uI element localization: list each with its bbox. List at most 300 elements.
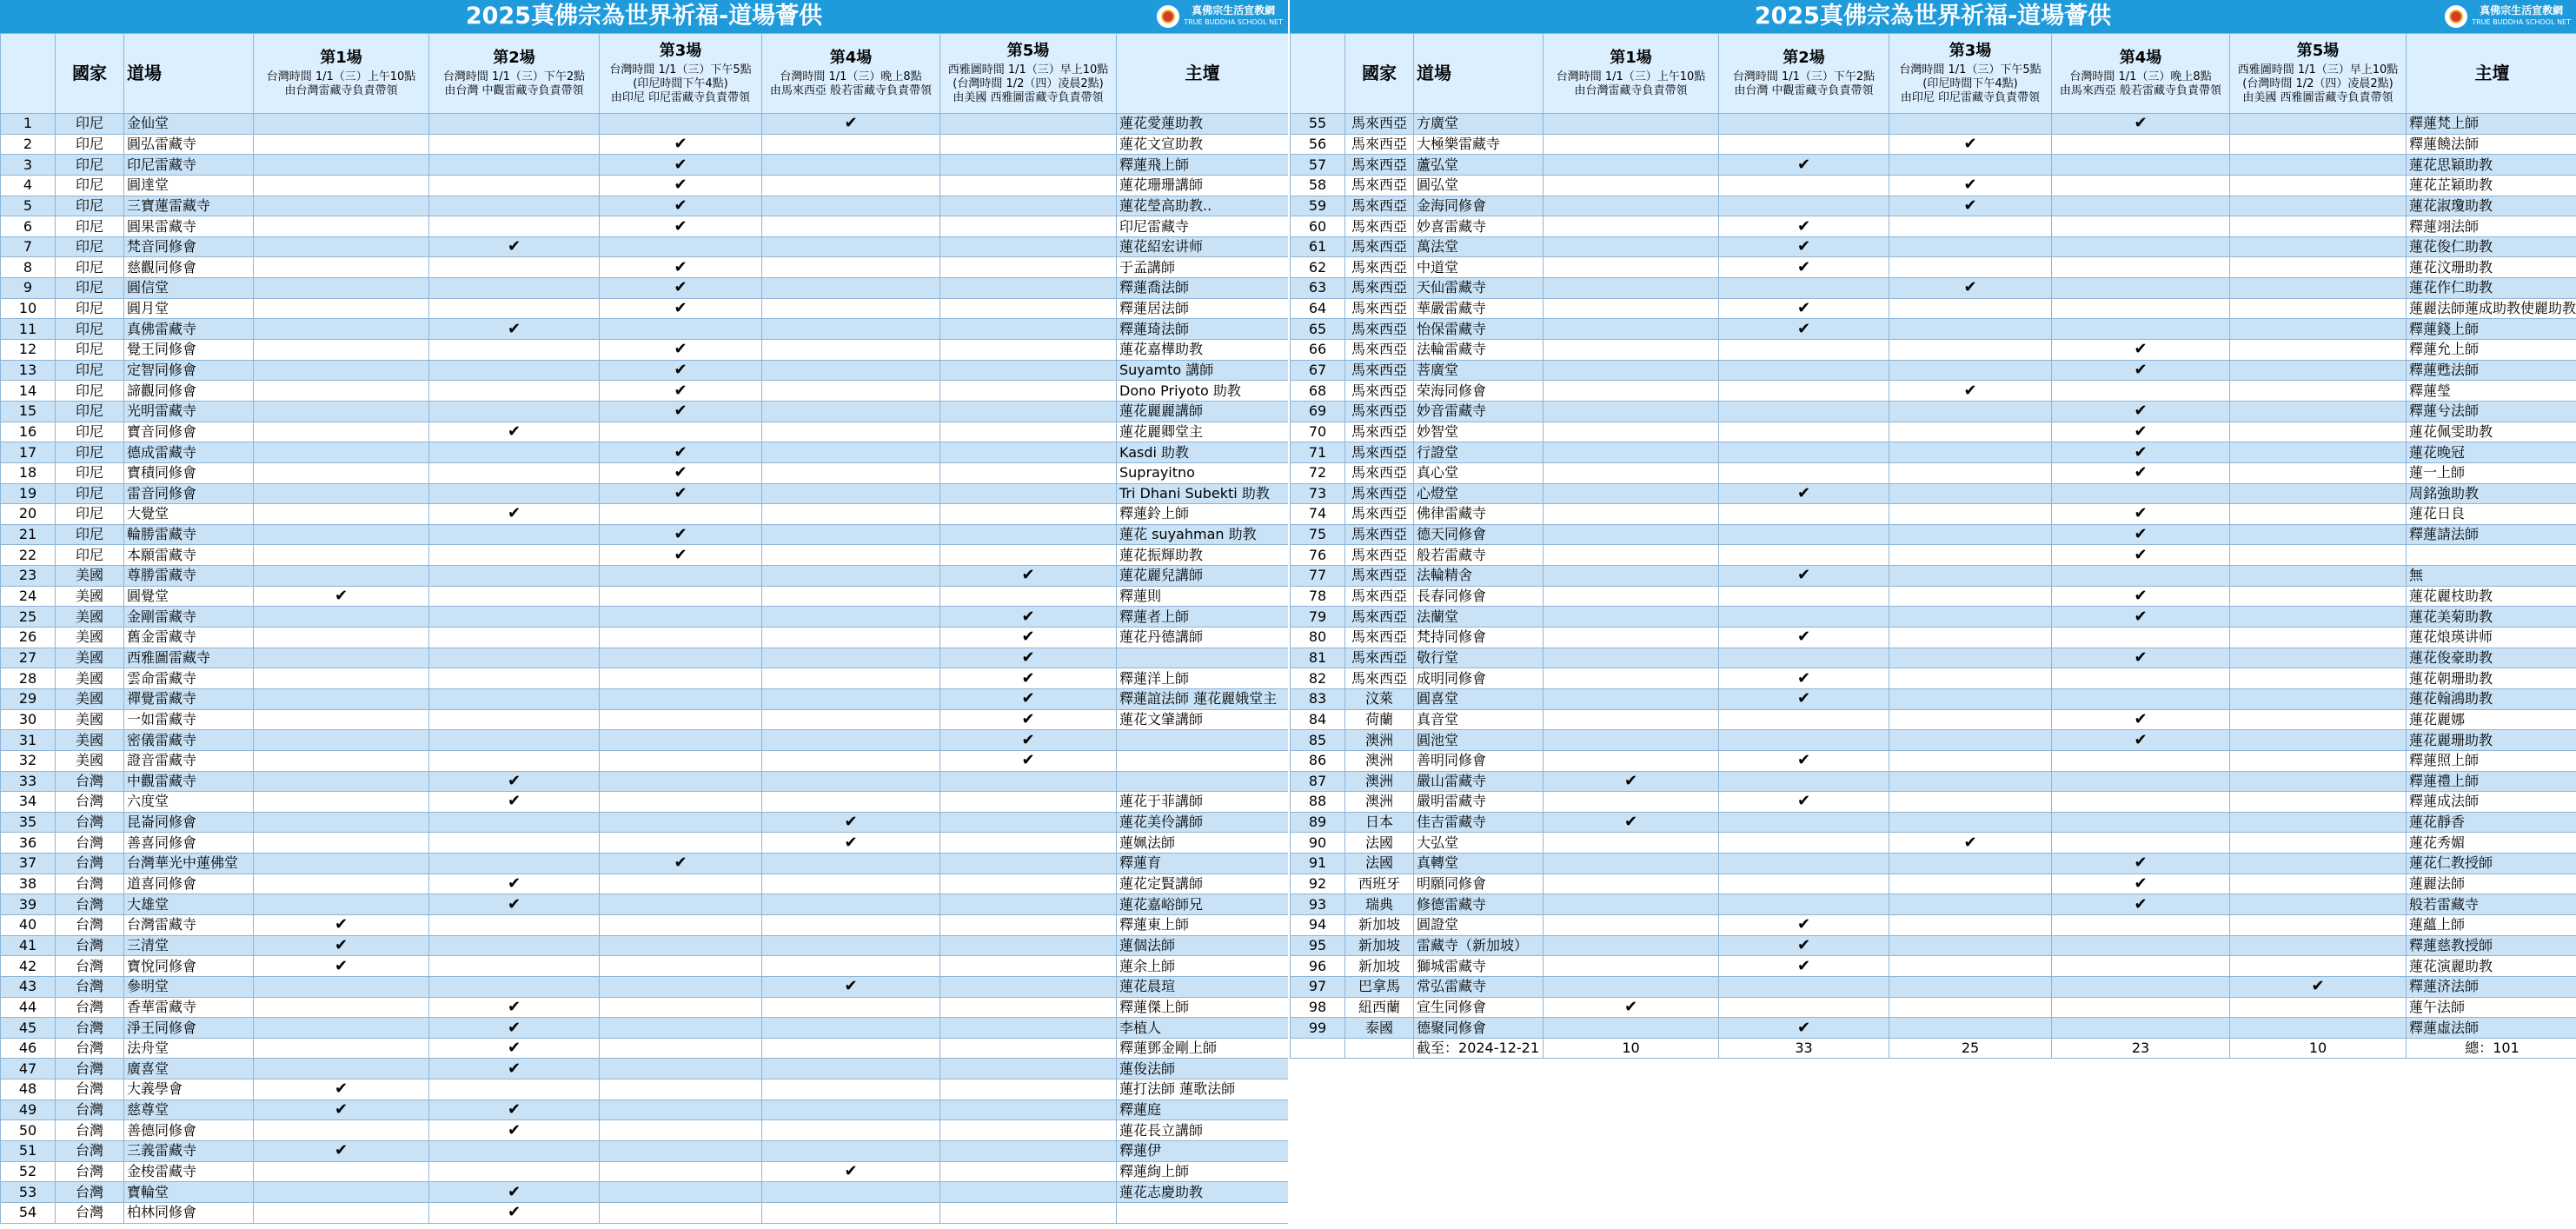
row-temple: 妙智堂 — [1414, 422, 1544, 442]
title-bar — [0, 0, 1288, 33]
session-4-cell — [762, 1141, 940, 1162]
session-3-cell — [600, 1182, 762, 1203]
session-3-cell — [600, 935, 762, 956]
session-2-cell — [429, 236, 600, 257]
check-mark-icon: ✔ — [2134, 525, 2148, 544]
session-3-cell — [600, 442, 762, 463]
session-1-cell — [1544, 854, 1719, 874]
session-3-cell — [600, 812, 762, 833]
session-3-cell — [600, 1018, 762, 1039]
session-2-cell — [1719, 524, 1889, 545]
row-number: 9 — [1, 278, 56, 299]
check-mark-icon: ✔ — [1021, 668, 1035, 688]
row-master: 蓮花演麗助教 — [2407, 956, 2576, 977]
row-temple: 覺王同修會 — [124, 340, 254, 361]
row-temple: 般若雷藏寺 — [1414, 545, 1544, 566]
row-master: 蓮麗法師 — [2407, 874, 2576, 894]
session-4-cell — [762, 340, 940, 361]
row-number: 69 — [1291, 401, 1345, 422]
session-5-cell — [2230, 319, 2407, 340]
session-2-cell — [1719, 381, 1889, 402]
check-mark-icon: ✔ — [674, 442, 687, 462]
session-3-cell — [600, 648, 762, 668]
session-5-cell — [940, 914, 1117, 935]
session-1-cell — [254, 1182, 429, 1203]
header-session-4: 第4場 台灣時間 1/1（三）晚上8點 由馬來西亞 般若雷藏寺負責帶領 — [2052, 34, 2230, 114]
session-4-cell — [762, 607, 940, 628]
session-5-cell — [2230, 257, 2407, 278]
session-2-cell — [1719, 997, 1889, 1018]
row-country: 印尼 — [56, 278, 124, 299]
check-mark-icon: ✔ — [844, 114, 858, 133]
row-temple: 法蘭堂 — [1414, 607, 1544, 628]
row-temple: 妙喜雷藏寺 — [1414, 216, 1544, 237]
session-4-cell — [762, 422, 940, 442]
row-temple: 金海同修會 — [1414, 196, 1544, 216]
row-number: 19 — [1, 483, 56, 504]
session-1-count: 10 — [1544, 1038, 1719, 1059]
session-4-cell — [762, 1080, 940, 1100]
session-3-cell — [1889, 566, 2052, 587]
session-1-cell — [254, 504, 429, 525]
row-master: 蓮花愛蓮助教 — [1117, 114, 1289, 135]
row-number: 72 — [1291, 462, 1345, 483]
row-number: 10 — [1, 298, 56, 319]
session-1-cell — [254, 874, 429, 894]
session-3-cell — [1889, 792, 2052, 813]
session-1-cell — [254, 1099, 429, 1120]
row-number: 91 — [1291, 854, 1345, 874]
row-master: 蓮花麗麗講師 — [1117, 401, 1289, 422]
row-number: 25 — [1, 607, 56, 628]
session-1-cell — [1544, 216, 1719, 237]
session-4-cell — [2052, 688, 2230, 709]
session-1-cell — [1544, 668, 1719, 689]
session-2-cell — [429, 956, 600, 977]
row-temple: 雷藏寺（新加坡） — [1414, 935, 1544, 956]
row-master: 蓮花俊豪助教 — [2407, 648, 2576, 668]
session-5-cell — [2230, 196, 2407, 216]
session-4-cell — [2052, 462, 2230, 483]
row-country: 馬來西亞 — [1345, 134, 1414, 155]
row-master: 釋蓮庭 — [1117, 1099, 1289, 1120]
row-country: 美國 — [56, 607, 124, 628]
session-5-cell — [2230, 628, 2407, 648]
table-row — [1291, 812, 2576, 833]
logo-sub: TRUE BUDDHA SCHOOL NET — [1184, 18, 1283, 26]
row-number: 80 — [1291, 628, 1345, 648]
session-3-cell — [1889, 483, 2052, 504]
table-row — [1291, 155, 2576, 176]
header-session-1: 第1場 台灣時間 1/1（三）上午10點 由台灣雷藏寺負責帶領 — [254, 34, 429, 114]
row-master: 蓮花日良 — [2407, 504, 2576, 525]
session-1-cell — [254, 483, 429, 504]
table-row — [1291, 298, 2576, 319]
table-row — [1, 175, 1289, 196]
table-row — [1291, 688, 2576, 709]
session-2-cell — [429, 771, 600, 792]
row-number: 83 — [1291, 688, 1345, 709]
session-2-cell — [1719, 792, 1889, 813]
session-5-cell — [2230, 607, 2407, 628]
session-1-cell — [1544, 545, 1719, 566]
session-3-cell — [600, 381, 762, 402]
row-number: 1 — [1, 114, 56, 135]
check-mark-icon: ✔ — [2134, 361, 2148, 379]
session-3-cell — [600, 628, 762, 648]
check-mark-icon: ✔ — [507, 1059, 521, 1078]
table-body-right — [1291, 114, 2576, 1039]
table-row — [1291, 545, 2576, 566]
session-5-cell — [940, 236, 1117, 257]
table-row — [1291, 319, 2576, 340]
session-1-cell — [254, 894, 429, 915]
session-5-cell — [940, 607, 1117, 628]
session-5-cell — [940, 524, 1117, 545]
offering-table-left — [0, 33, 1289, 1224]
session-2-cell — [1719, 668, 1889, 689]
row-country: 台灣 — [56, 1018, 124, 1039]
check-mark-icon: ✔ — [507, 874, 521, 894]
row-number: 98 — [1291, 997, 1345, 1018]
session-4-cell — [2052, 257, 2230, 278]
table-row — [1, 257, 1289, 278]
session-1-cell — [1544, 278, 1719, 299]
session-3-cell — [1889, 462, 2052, 483]
session-5-cell — [940, 504, 1117, 525]
session-4-cell — [762, 1018, 940, 1039]
row-country: 汶萊 — [1345, 688, 1414, 709]
session-4-cell — [2052, 134, 2230, 155]
row-master: 釋蓮絢上師 — [1117, 1161, 1289, 1182]
row-temple: 寶輪堂 — [124, 1182, 254, 1203]
session-2-cell — [429, 833, 600, 854]
session-3-cell — [600, 401, 762, 422]
session-5-cell — [940, 648, 1117, 668]
row-country: 馬來西亞 — [1345, 114, 1414, 135]
check-mark-icon: ✔ — [507, 1203, 521, 1222]
row-country: 紐西蘭 — [1345, 997, 1414, 1018]
session-4-cell — [762, 894, 940, 915]
session-1-cell — [254, 1038, 429, 1059]
session-2-cell — [1719, 709, 1889, 730]
session-5-cell — [940, 114, 1117, 135]
session-1-cell — [254, 792, 429, 813]
table-row — [1291, 874, 2576, 894]
header-session-5: 第5場 西雅圖時間 1/1（三）早上10點 (台灣時間 1/2（四）凌晨2點) 由美國 西雅圖雷藏寺負責帶領 — [2230, 34, 2407, 114]
row-temple: 昆崙同修會 — [124, 812, 254, 833]
check-mark-icon: ✔ — [1021, 628, 1035, 647]
table-row — [1, 730, 1289, 751]
row-master: 釋蓮兮法師 — [2407, 401, 2576, 422]
session-4-cell — [762, 648, 940, 668]
row-master: 蓮個法師 — [1117, 935, 1289, 956]
session-1-cell — [254, 854, 429, 874]
session-3-cell — [600, 566, 762, 587]
table-row — [1, 874, 1289, 894]
session-1-cell — [254, 236, 429, 257]
table-row — [1, 648, 1289, 668]
row-number: 23 — [1, 566, 56, 587]
session-4-cell — [762, 812, 940, 833]
row-country: 馬來西亞 — [1345, 586, 1414, 607]
row-temple: 廣喜堂 — [124, 1059, 254, 1080]
row-master: 蓮午法師 — [2407, 997, 2576, 1018]
session-5-cell — [940, 833, 1117, 854]
session-2-cell — [429, 257, 600, 278]
table-row — [1291, 607, 2576, 628]
session-1-cell — [1544, 874, 1719, 894]
session-4-cell — [762, 401, 940, 422]
session-5-cell — [2230, 771, 2407, 792]
session-2-cell — [429, 1182, 600, 1203]
row-master: 蓮花仁教授師 — [2407, 854, 2576, 874]
row-temple: 怡保雷藏寺 — [1414, 319, 1544, 340]
row-master: 蓮花瑩高助教.. — [1117, 196, 1289, 216]
logo-emblem-icon — [2445, 5, 2467, 28]
session-3-cell — [600, 894, 762, 915]
row-master: 蓮打法師 蓮歌法師 — [1117, 1080, 1289, 1100]
session-1-cell — [254, 1161, 429, 1182]
session-1-cell — [1544, 340, 1719, 361]
session-3-cell — [600, 504, 762, 525]
row-temple: 明願同修會 — [1414, 874, 1544, 894]
table-row — [1, 1080, 1289, 1100]
session-2-cell — [1719, 257, 1889, 278]
session-5-cell — [940, 628, 1117, 648]
check-mark-icon: ✔ — [2134, 874, 2148, 894]
session-3-cell — [1889, 607, 2052, 628]
row-master: 蓮花定賢講師 — [1117, 874, 1289, 894]
session-4-cell — [762, 360, 940, 381]
table-row — [1, 114, 1289, 135]
session-4-cell — [2052, 812, 2230, 833]
table-row — [1, 833, 1289, 854]
right-table-panel — [1288, 0, 2576, 1229]
row-temple: 佳吉雷藏寺 — [1414, 812, 1544, 833]
session-5-cell — [940, 688, 1117, 709]
session-5-cell — [2230, 442, 2407, 463]
row-temple: 心燈堂 — [1414, 483, 1544, 504]
session-2-cell — [429, 935, 600, 956]
table-row — [1, 1018, 1289, 1039]
session-3-cell — [600, 771, 762, 792]
session-4-cell — [2052, 833, 2230, 854]
session-4-cell — [762, 1182, 940, 1203]
session-1-cell — [254, 730, 429, 751]
session-1-cell — [254, 155, 429, 176]
session-1-cell — [1544, 997, 1719, 1018]
session-3-cell — [600, 1038, 762, 1059]
row-temple: 方廣堂 — [1414, 114, 1544, 135]
session-5-cell — [940, 668, 1117, 689]
row-country: 印尼 — [56, 381, 124, 402]
table-row — [1, 935, 1289, 956]
session-3-count: 25 — [1889, 1038, 2052, 1059]
row-country: 台灣 — [56, 812, 124, 833]
logo — [1157, 3, 1283, 30]
session-5-cell — [2230, 216, 2407, 237]
table-row — [1, 688, 1289, 709]
session-5-cell — [940, 566, 1117, 587]
session-5-cell — [940, 175, 1117, 196]
session-5-cell — [2230, 976, 2407, 997]
row-master: 蓮花作仁助教 — [2407, 278, 2576, 299]
row-number: 6 — [1, 216, 56, 237]
session-5-cell — [940, 319, 1117, 340]
row-number: 14 — [1, 381, 56, 402]
check-mark-icon: ✔ — [1623, 813, 1638, 832]
table-row — [1, 607, 1289, 628]
session-4-cell — [2052, 381, 2230, 402]
session-5-cell — [2230, 935, 2407, 956]
table-row — [1291, 566, 2576, 587]
row-temple: 舊金雷藏寺 — [124, 628, 254, 648]
session-3-cell — [600, 730, 762, 751]
session-3-cell — [600, 483, 762, 504]
session-1-cell — [254, 196, 429, 216]
row-master: 蓮花美伶講師 — [1117, 812, 1289, 833]
row-country: 法國 — [1345, 854, 1414, 874]
session-3-cell — [1889, 298, 2052, 319]
row-temple: 真轉堂 — [1414, 854, 1544, 874]
row-master: 蓮花麗珊助教 — [2407, 730, 2576, 751]
session-4-cell — [762, 997, 940, 1018]
session-2-cell — [429, 688, 600, 709]
row-country: 美國 — [56, 586, 124, 607]
table-row — [1, 1182, 1289, 1203]
row-master: 蓮花麗兒講師 — [1117, 566, 1289, 587]
table-row — [1291, 730, 2576, 751]
session-3-cell — [600, 319, 762, 340]
row-temple: 行證堂 — [1414, 442, 1544, 463]
row-country: 台灣 — [56, 935, 124, 956]
session-2-cell — [429, 1161, 600, 1182]
session-4-cell — [2052, 709, 2230, 730]
session-2-cell — [1719, 688, 1889, 709]
session-3-cell — [1889, 1018, 2052, 1039]
check-mark-icon: ✔ — [1796, 956, 1811, 975]
row-temple: 雲命雷藏寺 — [124, 668, 254, 689]
check-mark-icon: ✔ — [674, 299, 687, 318]
session-4-cell — [762, 914, 940, 935]
row-master: 釋蓮錢上師 — [2407, 319, 2576, 340]
table-row — [1291, 278, 2576, 299]
session-4-cell — [2052, 340, 2230, 361]
row-master: 蓮蘊上師 — [2407, 914, 2576, 935]
session-3-cell — [1889, 196, 2052, 216]
row-number: 70 — [1291, 422, 1345, 442]
session-4-cell — [762, 216, 940, 237]
row-country: 印尼 — [56, 155, 124, 176]
row-temple: 寶音同修會 — [124, 422, 254, 442]
table-row — [1291, 134, 2576, 155]
session-5-cell — [940, 196, 1117, 216]
session-2-cell — [1719, 956, 1889, 977]
session-2-cell — [1719, 874, 1889, 894]
session-3-cell — [600, 278, 762, 299]
header-country: 國家 — [1345, 34, 1414, 114]
session-3-cell — [1889, 340, 2052, 361]
row-temple: 菩廣堂 — [1414, 360, 1544, 381]
check-mark-icon: ✔ — [334, 587, 349, 606]
row-number: 39 — [1, 894, 56, 915]
row-number: 15 — [1, 401, 56, 422]
row-number: 64 — [1291, 298, 1345, 319]
row-number: 66 — [1291, 340, 1345, 361]
check-mark-icon: ✔ — [2134, 504, 2148, 523]
row-number: 99 — [1291, 1018, 1345, 1039]
session-2-cell — [429, 524, 600, 545]
row-country: 台灣 — [56, 1038, 124, 1059]
session-3-cell — [1889, 730, 2052, 751]
page-title: 2025真佛宗為世界祈福-道場薈供 — [465, 3, 823, 30]
session-1-cell — [254, 175, 429, 196]
session-1-cell — [1544, 381, 1719, 402]
row-master: 蓮花嘉樺助教 — [1117, 340, 1289, 361]
row-master: 蓮俊法師 — [1117, 1059, 1289, 1080]
row-master — [1117, 750, 1289, 771]
row-number: 71 — [1291, 442, 1345, 463]
row-number: 52 — [1, 1161, 56, 1182]
row-temple: 成明同修會 — [1414, 668, 1544, 689]
row-temple: 敬行堂 — [1414, 648, 1544, 668]
check-mark-icon: ✔ — [674, 278, 687, 297]
session-2-cell — [429, 1018, 600, 1039]
session-3-cell — [1889, 956, 2052, 977]
row-country: 印尼 — [56, 319, 124, 340]
check-mark-icon: ✔ — [674, 525, 687, 544]
row-number: 37 — [1, 854, 56, 874]
row-master: 蓮一上師 — [2407, 462, 2576, 483]
session-3-cell — [600, 545, 762, 566]
session-5-cell — [940, 1120, 1117, 1141]
session-2-cell — [1719, 360, 1889, 381]
row-master: 蓮花珊珊講師 — [1117, 175, 1289, 196]
session-2-cell — [429, 648, 600, 668]
table-row — [1291, 914, 2576, 935]
check-mark-icon: ✔ — [507, 894, 521, 913]
session-4-cell — [762, 688, 940, 709]
session-2-cell — [1719, 298, 1889, 319]
session-3-cell — [600, 257, 762, 278]
row-number: 16 — [1, 422, 56, 442]
session-4-cell — [762, 1161, 940, 1182]
check-mark-icon: ✔ — [1796, 751, 1811, 770]
row-country: 印尼 — [56, 175, 124, 196]
row-master: 蓮花志慶助教 — [1117, 1182, 1289, 1203]
session-2-cell — [1719, 648, 1889, 668]
session-2-cell — [1719, 976, 1889, 997]
row-number: 67 — [1291, 360, 1345, 381]
session-3-cell — [1889, 381, 2052, 402]
row-master: 蓮花嘉峪師兄 — [1117, 894, 1289, 915]
check-mark-icon: ✔ — [334, 1100, 349, 1119]
row-country: 美國 — [56, 709, 124, 730]
session-4-cell — [762, 442, 940, 463]
session-3-cell — [600, 792, 762, 813]
row-temple: 金梭雷藏寺 — [124, 1161, 254, 1182]
session-2-cell — [1719, 730, 1889, 751]
check-mark-icon: ✔ — [1796, 689, 1811, 708]
row-country: 馬來西亞 — [1345, 381, 1414, 402]
row-master: 蓮花靜香 — [2407, 812, 2576, 833]
row-number: 86 — [1291, 750, 1345, 771]
row-master: 釋蓮照上師 — [2407, 750, 2576, 771]
row-temple: 參明堂 — [124, 976, 254, 997]
session-3-cell — [1889, 771, 2052, 792]
session-4-cell — [2052, 668, 2230, 689]
